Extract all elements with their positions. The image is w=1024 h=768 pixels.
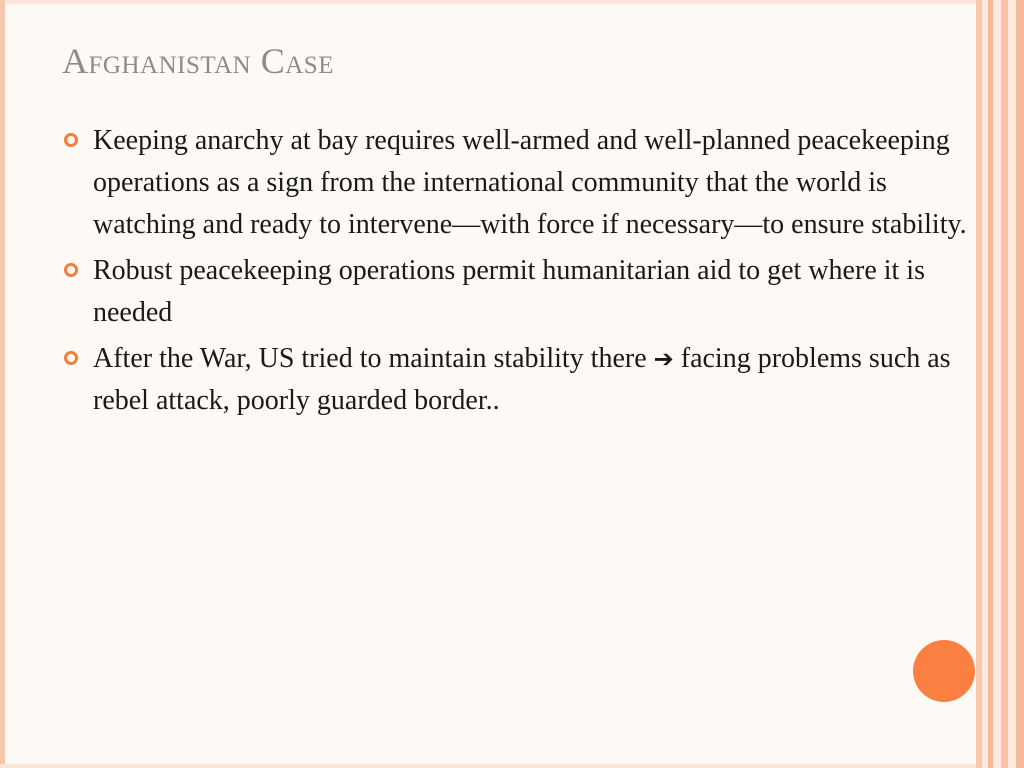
frame-bottom-border bbox=[0, 764, 1024, 768]
decorative-circle bbox=[913, 640, 975, 702]
slide-title: Afghanistan Case bbox=[62, 41, 334, 81]
right-stripe bbox=[1008, 0, 1016, 768]
bullet-item bbox=[62, 250, 974, 334]
bullet-text: facing problems such as rebel attack, poorly guarded border.. bbox=[93, 343, 951, 416]
ring-bullet-icon bbox=[64, 263, 78, 277]
bullet-list bbox=[62, 120, 974, 426]
bullet-item bbox=[62, 338, 974, 422]
bullet-text: Robust peacekeeping operations permit humanitarian aid to get where it is needed bbox=[93, 255, 925, 328]
right-arrow-icon: ➔ bbox=[653, 345, 674, 373]
frame-top-border bbox=[0, 0, 1024, 4]
bullet-text: Keeping anarchy at bay requires well-armed and well-planned peacekeeping operations as a sign from the international community that the world is watching and ready to intervene—with force if necessary—to ensure stability. bbox=[93, 125, 967, 240]
bullet-text: After the War, US tried to maintain stability there bbox=[93, 343, 654, 374]
ring-bullet-icon bbox=[64, 351, 78, 365]
right-stripe bbox=[993, 0, 1001, 768]
bullet-item bbox=[62, 120, 974, 246]
ring-bullet-icon bbox=[64, 133, 78, 147]
right-stripe bbox=[1001, 0, 1008, 768]
right-stripe bbox=[1016, 0, 1024, 768]
frame-left-border bbox=[0, 0, 5, 768]
